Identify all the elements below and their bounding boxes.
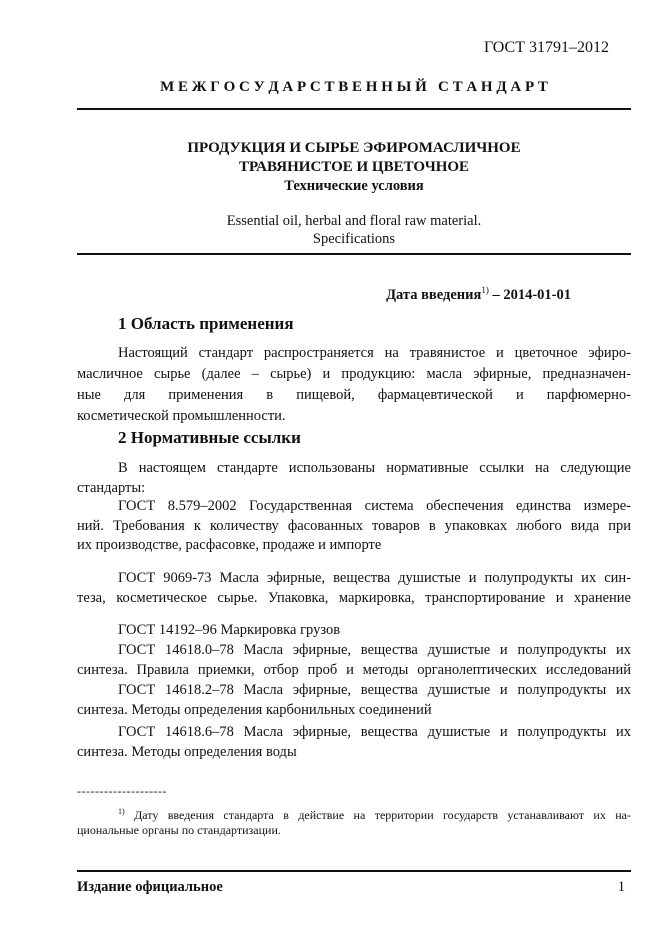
title-line-2: ТРАВЯНИСТОЕ И ЦВЕТОЧНОЕ [238, 159, 470, 175]
ref-gost-14618-2-line-1: ГОСТ 14618.2–78 Масла эфирные, вещества душистые и полупродукты их [118, 682, 631, 698]
ref-gost-14618-6-line-1: ГОСТ 14618.6–78 Масла эфирные, вещества душистые и полупродукты их [118, 724, 631, 740]
ref-gost-14618-0-line-2: синтеза. Правила приемки, отбор проб и методы органолептических исследований [77, 662, 631, 678]
ref-gost-14192: ГОСТ 14192–96 Маркировка грузов [118, 622, 341, 638]
title-subtitle: Технические условия [284, 178, 424, 194]
section-1-line-3: ные для применения в пищевой, фармацевтической и парфюмерно- [77, 387, 631, 403]
footnote-text-1: Дату введения стандарта в действие на территории государств устанавливают их на- [124, 808, 631, 822]
section-1-heading: 1 Область применения [118, 314, 294, 333]
section-1-line-4: косметической промышленности. [77, 408, 286, 424]
section-2-intro-line-1: В настоящем стандарте использованы нормативные ссылки на следующие [118, 460, 631, 476]
section-1-line-1: Настоящий стандарт распространяется на травянистое и цветочное эфиро- [118, 345, 631, 361]
english-title-line-2: Specifications [312, 231, 396, 247]
intro-date-label: Дата введения [386, 286, 482, 303]
section-2-heading: 2 Нормативные ссылки [118, 428, 301, 447]
footer-rule [77, 870, 631, 872]
title-banner: М Е Ж Г О С У Д А Р С Т В Е Н Н Ы Й С Т А Н Д А Р Т [160, 79, 548, 95]
ref-gost-14618-2-line-2: синтеза. Методы определения карбонильных соединений [77, 702, 432, 718]
footnote-line-2: циональные органы по стандартизации. [77, 823, 281, 837]
title-rule [77, 253, 631, 255]
section-1-line-2: масличное сырье (далее – сырье) и продукцию: масла эфирные, предназначен- [77, 366, 631, 382]
edition-label: Издание официальное [77, 879, 223, 895]
ref-gost-8579-line-1: ГОСТ 8.579–2002 Государственная система обеспечения единства измере- [118, 498, 631, 514]
ref-gost-9069-line-2: теза, косметическое сырье. Упаковка, маркировка, транспортирование и хранение [77, 590, 631, 606]
footnote-separator: -------------------- [77, 784, 167, 798]
page-number: 1 [617, 879, 625, 895]
ref-gost-8579-line-3: их производстве, расфасовке, продаже и импорте [77, 537, 382, 553]
top-rule [77, 108, 631, 110]
intro-date-footnote-mark: 1) [481, 285, 489, 295]
ref-gost-8579-line-2: ний. Требования к количеству фасованных товаров в упаковках любого вида при [77, 518, 631, 534]
ref-gost-9069-line-1: ГОСТ 9069-73 Масла эфирные, вещества душистые и полупродукты их син- [118, 570, 631, 586]
english-title-line-1: Essential oil, herbal and floral raw material. [226, 213, 482, 229]
ref-gost-14618-6-line-2: синтеза. Методы определения воды [77, 744, 297, 760]
section-2-intro-line-2: стандарты: [77, 480, 146, 496]
ref-gost-14618-0-line-1: ГОСТ 14618.0–78 Масла эфирные, вещества душистые и полупродукты их [118, 642, 631, 658]
intro-date [386, 280, 571, 306]
intro-date-value: – 2014-01-01 [488, 286, 571, 303]
footnote-mark: 1) [118, 807, 125, 816]
title-line-1: ПРОДУКЦИЯ И СЫРЬЕ ЭФИРОМАСЛИЧНОЕ [187, 140, 521, 156]
standard-number: ГОСТ 31791–2012 [483, 39, 609, 56]
